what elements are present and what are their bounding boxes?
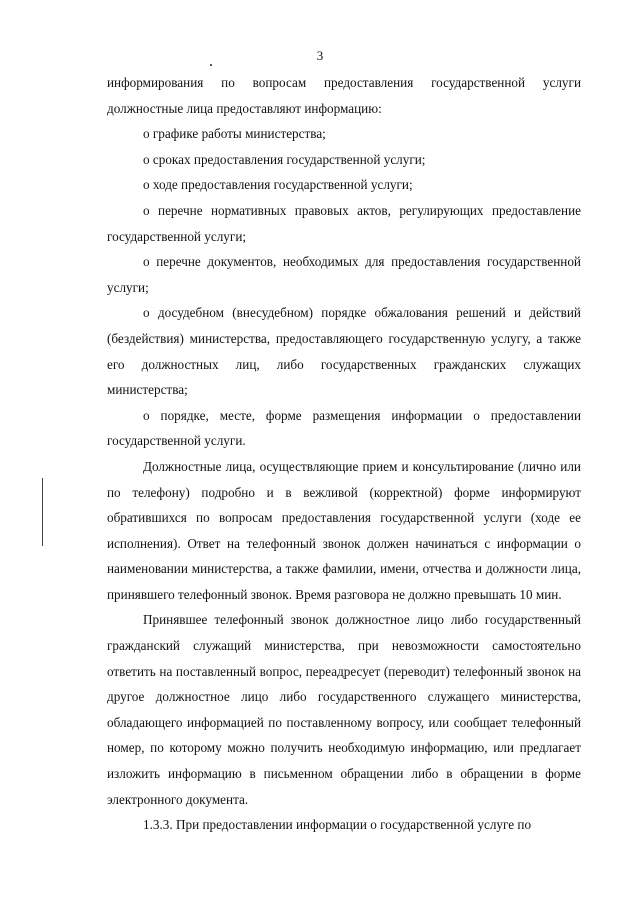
scan-speck (210, 64, 212, 66)
list-item-info-placement: о порядке, месте, форме размещения информации о предоставлении государственной услуги. (107, 407, 581, 449)
list-item-work-schedule: о графике работы министерства; (143, 126, 326, 142)
list-item-appeal-procedure: о досудебном (внесудебном) порядке обжалования решений и действий (бездействия) министерства, предоставляющего государственную услугу, а также его должностных лиц, либо государственных гражданских служащих министерства; (107, 305, 581, 398)
paragraph-consultation: Должностные лица, осуществляющие прием и консультирование (лично или по телефону) подробно и в вежливой (корректной) форме информируют обратившихся по вопросам предоставления государственной услуги (ходе ее исполнения). Ответ на телефонный звонок должен начинаться с информации о наименовании министерства, а также фамилии, имени, отчества и должности лица, принявшего телефонный звонок. Время разговора не должно превышать 10 мин. (107, 458, 581, 602)
paragraph-intro: информирования по вопросам предоставления государственной услуги должностные лица предоставляют информацию: (107, 75, 581, 116)
paragraph-call-redirect: Принявшее телефонный звонок должностное лицо либо государственный гражданский служащий министерства, при невозможности самостоятельно ответить на поставленный вопрос, переадресует (переводит) телефонный звонок на другое должностное лицо либо государственного служащего министерства, обладающего информацией по поставленному вопросу, или сообщает телефонный номер, по которому можно получить необходимую информацию, или предлагает изложить информацию в письменном обращении либо в обращении в форме электронного документа. (107, 612, 581, 807)
page-number: 3 (316, 48, 324, 63)
body-text (107, 70, 581, 838)
paragraph-section-1-3-3: 1.3.3. При предоставлении информации о государственной услуге по (143, 817, 532, 833)
list-item-service-terms: о сроках предоставления государственной услуги; (143, 151, 426, 167)
list-item-service-progress: о ходе предоставления государственной услуги; (143, 177, 413, 193)
list-item-legal-acts: о перечне нормативных правовых актов, регулирующих предоставление государственной услуги; (107, 202, 581, 244)
margin-mark (42, 478, 43, 546)
list-item-required-documents: о перечне документов, необходимых для предоставления государственной услуги; (107, 254, 581, 295)
